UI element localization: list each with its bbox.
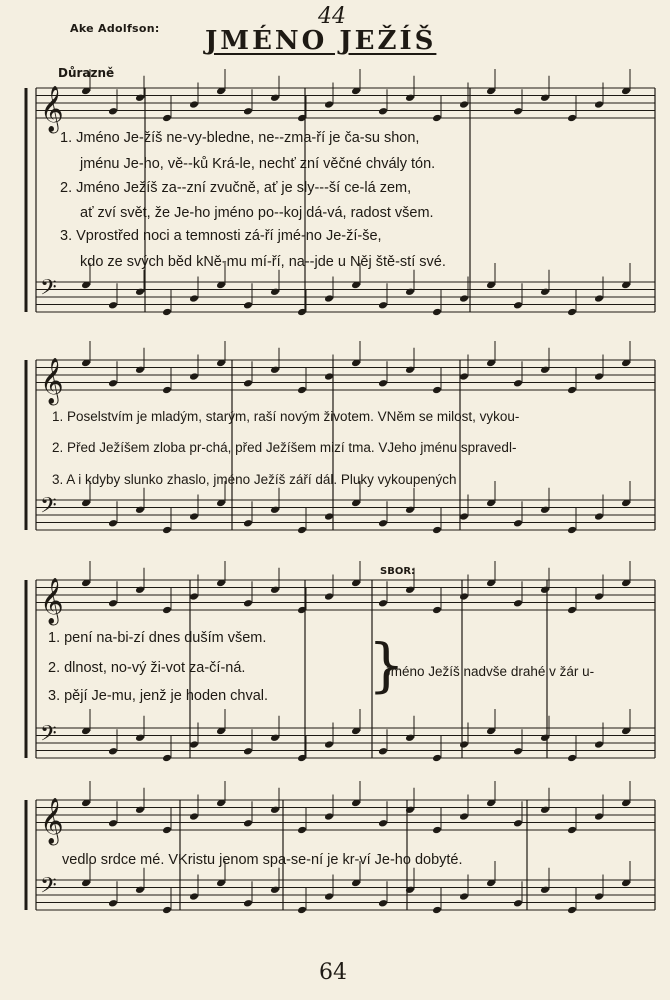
lyric-line: 3. pějí Je-mu, jenž je hoden chval. [48,688,269,704]
notehead [162,906,172,915]
notehead [405,733,415,742]
notehead [162,826,172,835]
notehead [243,819,253,828]
verse-brace: } [368,631,405,699]
chorus-label: SBOR: [380,566,416,577]
lyric-line: 2. dlnost, no-vý ži-vot za-čí-ná. [48,660,246,676]
lyric-line: 2. Jméno Ježíš za--zní zvučně, ať je sly---ší ce-lá zem, [60,180,412,196]
notehead [270,885,280,894]
notehead [243,107,253,116]
notehead [243,379,253,388]
notehead [324,100,334,109]
notehead [378,899,388,908]
notehead [162,754,172,763]
notehead [567,606,577,615]
notehead [567,114,577,123]
notehead [162,308,172,317]
notehead [162,606,172,615]
notehead [459,294,469,303]
lyric-line: 1. Jméno Je-žíš ne-vy-bledne, ne--zma-ří je ča-su shon, [60,130,420,146]
notehead [378,599,388,608]
notehead [432,526,442,535]
notehead [243,301,253,310]
notehead [324,592,334,601]
notehead [270,585,280,594]
notehead [324,740,334,749]
notehead [297,906,307,915]
notehead [135,733,145,742]
clefs [40,86,64,904]
lyric-line: ať zví svět, že Je-ho jméno po--koj dá-vá, radost všem. [80,205,434,221]
notehead [270,93,280,102]
bass-clef: 𝄢 [40,275,57,306]
notehead [432,906,442,915]
notehead [459,592,469,601]
notehead [243,747,253,756]
notehead [108,747,118,756]
notehead [108,107,118,116]
chorus-lyric: Jméno Ježíš nadvše drahé v žár u- [384,664,595,679]
notehead [432,386,442,395]
notehead [432,308,442,317]
notehead [108,899,118,908]
notehead [189,100,199,109]
notehead [135,93,145,102]
notehead [270,805,280,814]
notehead [594,294,604,303]
notehead [378,379,388,388]
lyric-line: 2. Před Ježíšem zloba pr-chá, před Ježíšem mizí tma. VJeho jménu spravedl- [52,440,517,455]
hymn-title: JMÉNO JEŽÍŠ [205,26,437,56]
notehead [405,287,415,296]
bass-clef: 𝄢 [40,493,57,524]
notehead [513,107,523,116]
notehead [567,526,577,535]
notehead [297,826,307,835]
notehead [459,892,469,901]
notehead [270,733,280,742]
notehead [162,526,172,535]
notehead [405,93,415,102]
treble-clef: 𝄞 [40,358,64,404]
notehead [513,819,523,828]
notehead [432,114,442,123]
notehead [108,819,118,828]
notehead [135,505,145,514]
notehead [540,733,550,742]
notehead [567,386,577,395]
hymn-number: 44 [318,4,346,29]
notehead [594,100,604,109]
notehead [513,747,523,756]
notehead [243,899,253,908]
notehead [243,599,253,608]
notehead [405,505,415,514]
notehead [594,812,604,821]
notehead [432,754,442,763]
notehead [324,294,334,303]
notehead [513,899,523,908]
notehead [405,585,415,594]
notehead [540,93,550,102]
notehead [432,826,442,835]
notehead [108,379,118,388]
notehead [513,519,523,528]
notehead [189,512,199,521]
notehead [459,740,469,749]
notehead [459,100,469,109]
notehead [540,585,550,594]
notehead [540,287,550,296]
treble-clef: 𝄞 [40,578,64,624]
notehead [189,892,199,901]
notehead [324,892,334,901]
notehead [594,372,604,381]
notehead [567,754,577,763]
notehead [297,526,307,535]
notehead [135,885,145,894]
notehead [270,505,280,514]
notehead [324,812,334,821]
page-number: 64 [319,960,347,985]
notehead [594,740,604,749]
notehead [459,812,469,821]
notehead [513,301,523,310]
bass-clef: 𝄢 [40,721,57,752]
notehead [540,505,550,514]
notehead [270,287,280,296]
treble-clef: 𝄞 [40,798,64,844]
notehead [297,386,307,395]
notehead [108,519,118,528]
notehead [513,379,523,388]
notehead [135,805,145,814]
notehead [189,294,199,303]
notehead [405,365,415,374]
notehead [378,519,388,528]
tempo-marking: Důrazně [58,66,115,80]
lyric-line: 1. Poselstvím je mladým, starým, raší novým životem. VNěm se milost, vykou- [52,409,520,424]
lyric-line: 3. Vprostřed noci a temnosti zá-ří jmé-no Je-ží-še, [60,228,382,244]
treble-clef: 𝄞 [40,86,64,132]
notehead [432,606,442,615]
lyric-line: 3. A i kdyby slunko zhaslo, jméno Ježíš září dál. Pluky vykoupených [52,472,457,487]
notehead [270,365,280,374]
notehead [594,592,604,601]
notehead [567,906,577,915]
notehead [135,365,145,374]
notehead [594,512,604,521]
notehead [378,819,388,828]
notehead [243,519,253,528]
notehead [108,599,118,608]
notehead [378,747,388,756]
notehead [189,372,199,381]
notehead [135,287,145,296]
notehead [567,826,577,835]
notehead [162,386,172,395]
notehead [378,107,388,116]
lyric-line: 1. pení na-bi-zí dnes duším všem. [48,630,267,646]
notehead [567,308,577,317]
notehead [378,301,388,310]
lyric-line: jménu Je-ho, vě--ků Krá-le, nechť zní věčné chvály tón. [80,156,436,172]
composer-name: Ake Adolfson: [70,22,160,35]
notehead [162,114,172,123]
notehead [189,812,199,821]
notehead [540,885,550,894]
notehead [108,301,118,310]
notehead [540,805,550,814]
notehead [540,365,550,374]
notehead [594,892,604,901]
lyric-line: vedlo srdce mé. VKristu jenom spa-se-ní je kr-ví Je-ho dobyté. [62,852,463,868]
bass-clef: 𝄢 [40,873,57,904]
notehead [513,599,523,608]
notehead [135,585,145,594]
lyric-line: kdo ze svých běd kNě-mu mí-ří, na--jde u Něj ště-stí své. [80,254,446,270]
